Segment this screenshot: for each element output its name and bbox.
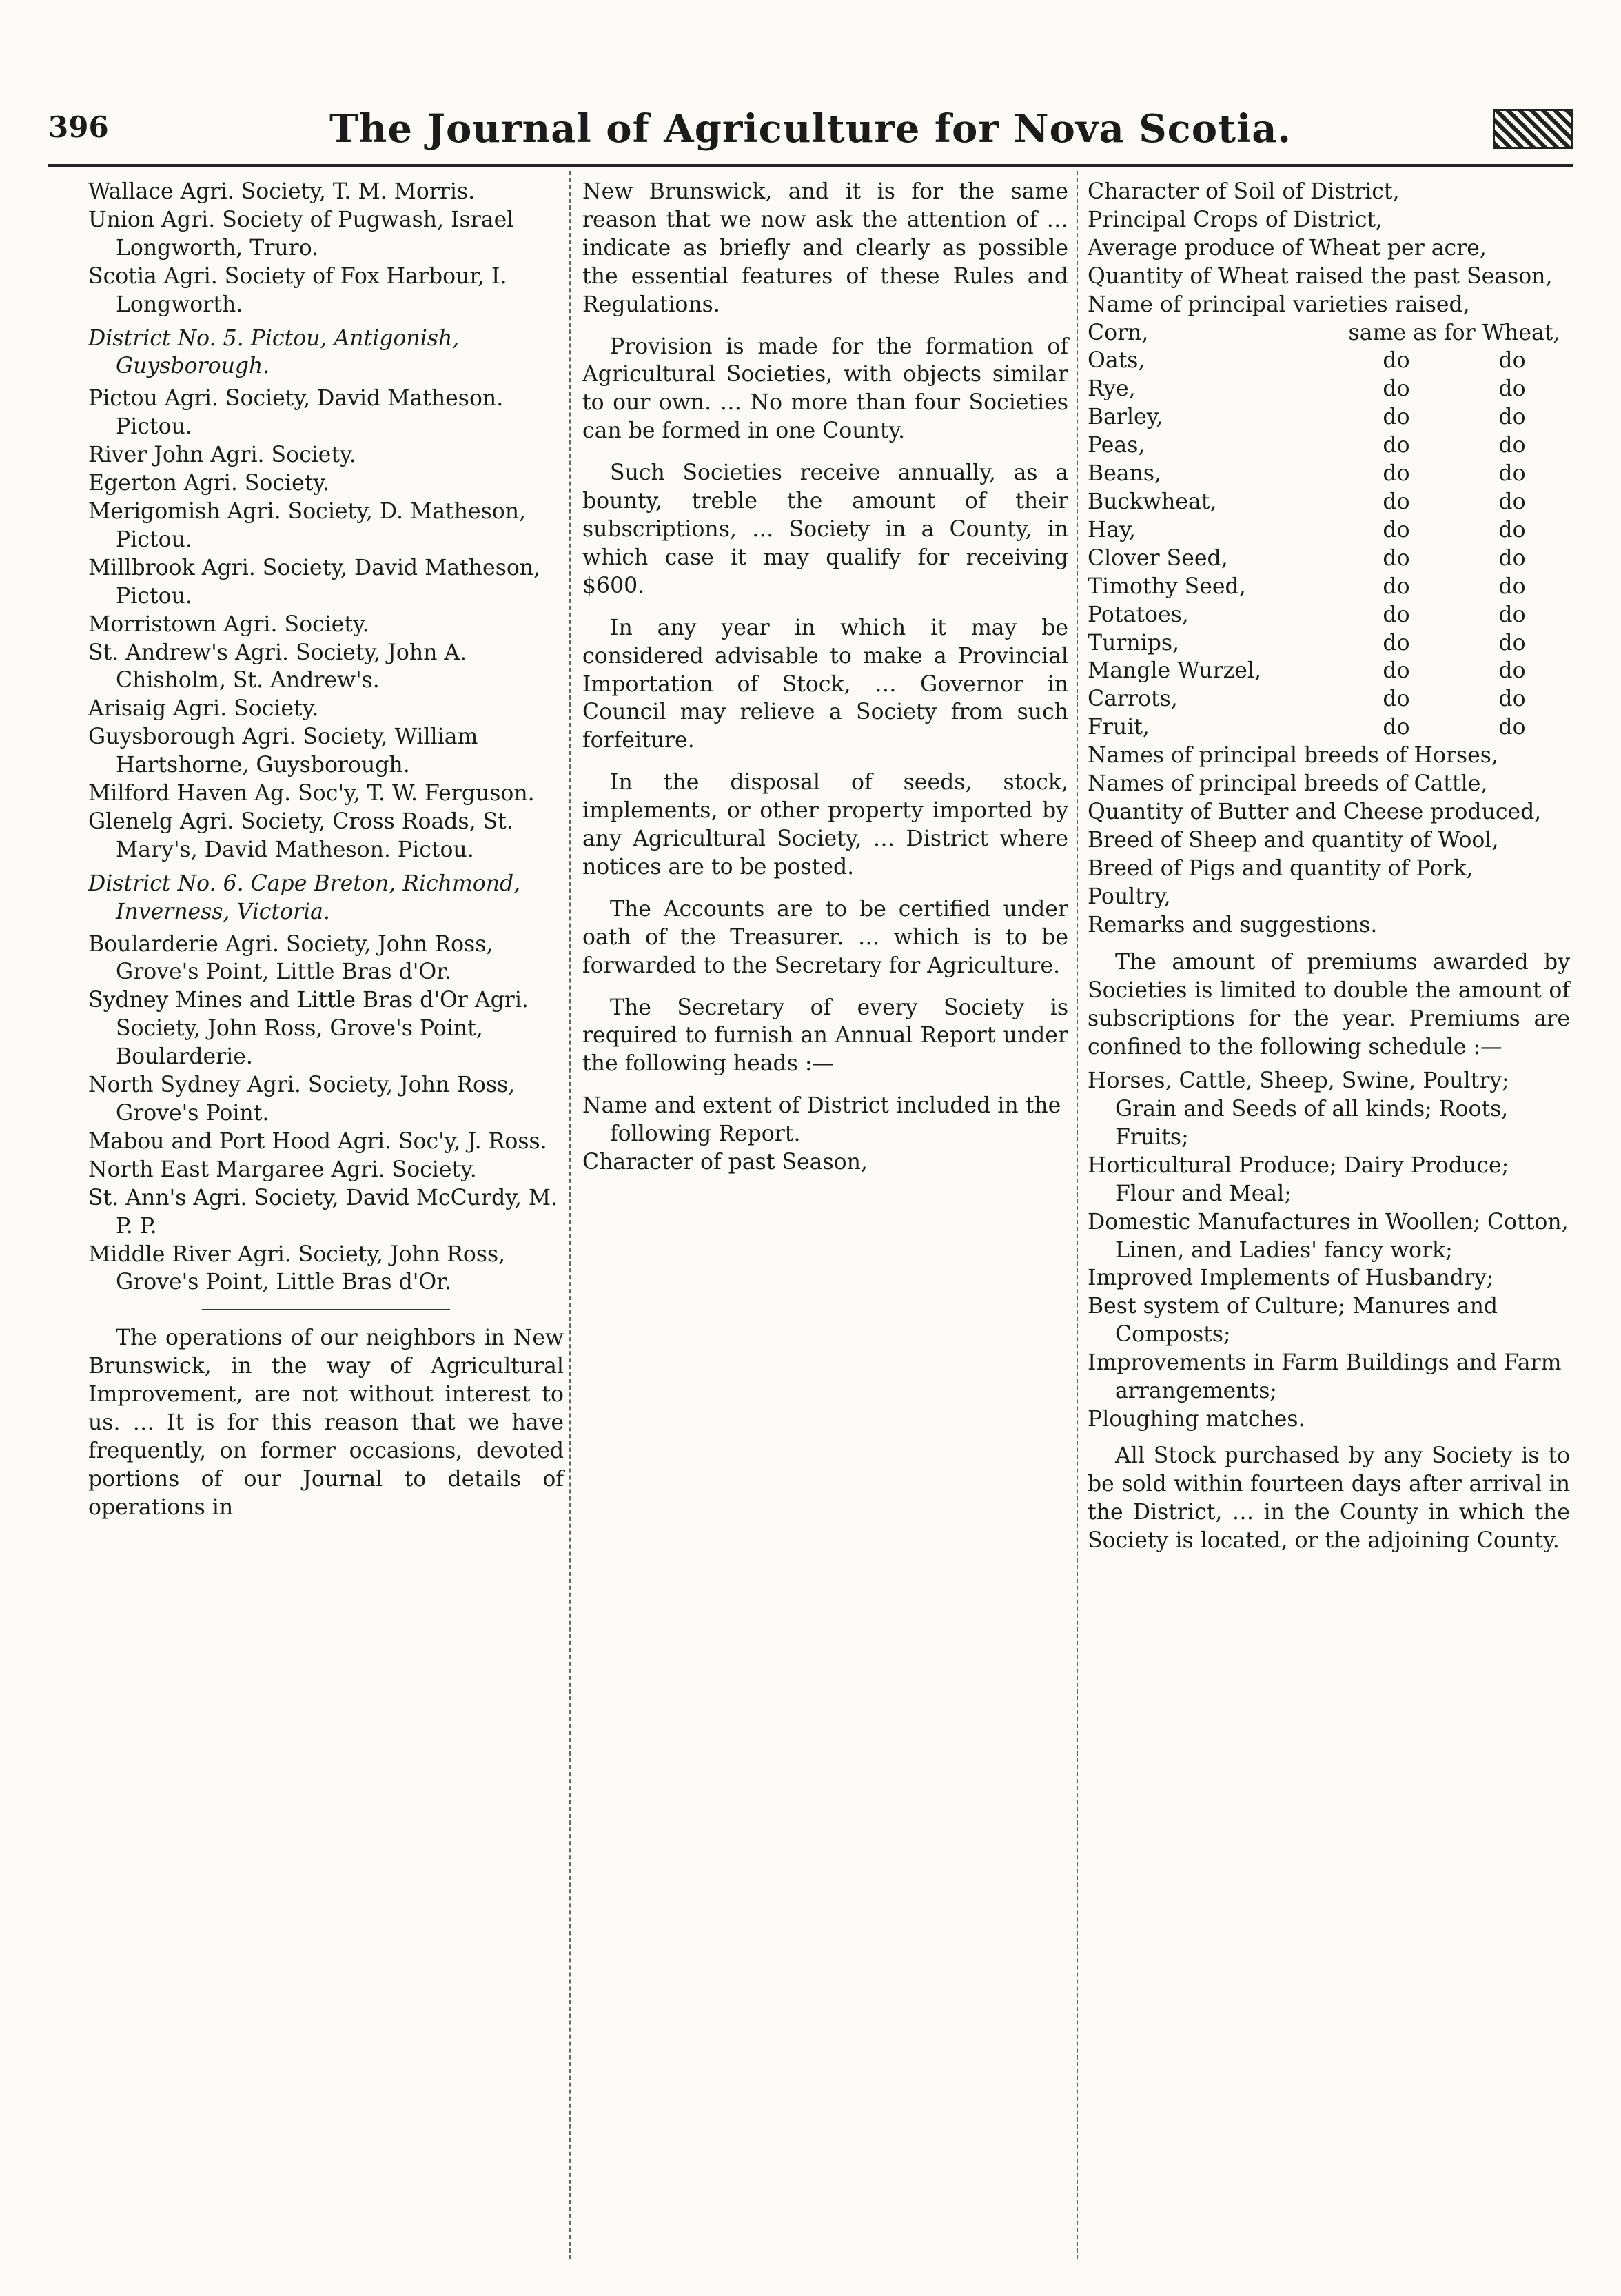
society-entry: Boularderie Agri. Society, John Ross, Grove's Point, Little Bras d'Or.: [88, 931, 493, 985]
society-entry: Union Agri. Society of Pugwash, Israel Longworth, Truro.: [88, 207, 514, 261]
schedule-item: Horses, Cattle, Sheep, Swine, Poultry; Grain and Seeds of all kinds; Roots, Fruits;: [1088, 1068, 1509, 1150]
society-entry: North East Margaree Agri. Society.: [88, 1157, 477, 1182]
crop-ditto: do: [1383, 489, 1410, 514]
district-heading: District No. 5. Pictou, Antigonish, Guysborough.: [88, 325, 460, 379]
report-head: Principal Crops of District,: [1088, 207, 1383, 232]
report-head: Poultry,: [1088, 884, 1171, 909]
crop-ditto: do: [1498, 517, 1526, 542]
report-head: Quantity of Butter and Cheese produced,: [1088, 799, 1542, 824]
page-number: 396: [48, 110, 109, 144]
crop-ditto: do: [1498, 433, 1526, 458]
society-entry: Morristown Agri. Society.: [88, 611, 369, 637]
crop-ditto: do: [1498, 461, 1526, 487]
crop-ditto: do: [1498, 687, 1526, 712]
society-entry: Sydney Mines and Little Bras d'Or Agri. Society, John Ross, Grove's Point, Boularderie.: [88, 988, 529, 1070]
schedule-item: Improvements in Farm Buildings and Farm arrangements;: [1088, 1350, 1562, 1404]
crop-ditto: do: [1383, 658, 1410, 684]
journal-title: The Journal of Agriculture for Nova Scotia.: [329, 106, 1292, 152]
report-head: Names of principal breeds of Horses,: [1088, 743, 1498, 769]
article-paragraph: Provision is made for the formation of Agricultural Societies, with objects similar to our own. … No more than four Societies can be formed in one County.: [582, 334, 1068, 444]
report-head: Names of principal breeds of Cattle,: [1088, 771, 1488, 797]
crop-row: [1088, 403, 1570, 431]
crop-ditto: do: [1498, 573, 1526, 599]
schedule-item: Domestic Manufactures in Woollen; Cotton, Linen, and Ladies' fancy work;: [1088, 1209, 1569, 1263]
society-entry: Wallace Agri. Society, T. M. Morris.: [88, 179, 476, 204]
crop-row: [1088, 347, 1570, 375]
crop-name: Clover Seed,: [1088, 545, 1228, 571]
society-entry: Merigomish Agri. Society, D. Matheson, Pictou.: [88, 498, 527, 552]
crop-ditto: do: [1383, 461, 1410, 487]
column-divider: [1077, 171, 1078, 2259]
crop-name: Peas,: [1088, 433, 1145, 458]
crop-name: Rye,: [1088, 376, 1136, 402]
article-paragraph: Such Societies receive annually, as a bounty, treble the amount of their subscriptions, … Society in a County, in which case it may qualify for receiving $600.: [582, 460, 1068, 598]
crop-ditto: do: [1383, 517, 1410, 542]
crop-ditto: do: [1498, 630, 1526, 656]
column-1: [88, 178, 564, 1536]
crop-ditto: do: [1383, 573, 1410, 599]
schedule-item: Best system of Culture; Manures and Composts;: [1088, 1294, 1498, 1348]
report-head: Name of principal varieties raised,: [1088, 292, 1470, 317]
article-paragraph: In any year in which it may be considered advisable to make a Provincial Importation of Stock, … Governor in Council may relieve a Society from such forfeiture.: [582, 615, 1068, 753]
article-paragraph: The operations of our neighbors in New Brunswick, in the way of Agricultural Improvement, are not without interest to us. … It is for this reason that we have frequently, on former occasions, devoted portions of our Journal to details of operations in: [88, 1325, 564, 1520]
report-head: Average produce of Wheat per acre,: [1088, 235, 1487, 261]
society-entry: Milford Haven Ag. Soc'y, T. W. Ferguson.: [88, 781, 535, 806]
crop-ditto: do: [1383, 630, 1410, 656]
crop-ditto: do: [1498, 348, 1526, 374]
society-entry: Pictou Agri. Society, David Matheson. Pictou.: [88, 386, 504, 440]
crop-ditto: do: [1383, 376, 1410, 402]
column-2: [582, 178, 1068, 1177]
crop-row: [1088, 545, 1570, 573]
district-heading: District No. 6. Cape Breton, Richmond, Inverness, Victoria.: [88, 871, 521, 924]
crop-ditto: do: [1383, 348, 1410, 374]
society-entry: Egerton Agri. Society.: [88, 471, 330, 496]
crop-row: [1088, 488, 1570, 516]
crop-ditto: do: [1383, 405, 1410, 430]
crop-row: [1088, 460, 1570, 488]
crop-name: Timothy Seed,: [1088, 573, 1246, 599]
society-entry: Middle River Agri. Society, John Ross, Grove's Point, Little Bras d'Or.: [88, 1241, 506, 1295]
society-entry: Millbrook Agri. Society, David Matheson, Pictou.: [88, 555, 541, 609]
crop-ditto: do: [1498, 715, 1526, 740]
article-paragraph: The Accounts are to be certified under oath of the Treasurer. … which is to be forwarded to the Secretary for Agriculture.: [582, 896, 1068, 978]
crop-row: [1088, 601, 1570, 629]
crops-table: [1088, 319, 1570, 742]
crop-row: [1088, 431, 1570, 460]
report-head: Breed of Sheep and quantity of Wool,: [1088, 827, 1499, 853]
crop-name: Carrots,: [1088, 687, 1178, 712]
society-entry: St. Andrew's Agri. Society, John A. Chisholm, St. Andrew's.: [88, 640, 467, 693]
crop-ditto: same as for Wheat,: [1348, 320, 1560, 345]
crop-ditto: do: [1498, 545, 1526, 571]
article-paragraph: New Brunswick, and it is for the same reason that we now ask the attention of … indicate as briefly and clearly as possible the essential features of these Rules and Regulations.: [582, 179, 1068, 317]
crop-name: Barley,: [1088, 405, 1163, 430]
report-head: Remarks and suggestions.: [1088, 912, 1378, 937]
crop-name: Fruit,: [1088, 715, 1150, 740]
crop-name: Beans,: [1088, 461, 1162, 487]
page-header: [48, 103, 1573, 165]
crop-ditto: do: [1383, 687, 1410, 712]
article-paragraph: The amount of premiums awarded by Societies is limited to double the amount of subscriptions for the year. Premiums are confined to the following schedule :—: [1088, 950, 1570, 1060]
article-paragraph: In the disposal of seeds, stock, implements, or other property imported by any Agricultural Society, … District where notices are to be posted.: [582, 770, 1068, 880]
society-entry: Scotia Agri. Society of Fox Harbour, I. Longworth.: [88, 263, 507, 317]
crop-ditto: do: [1383, 715, 1410, 740]
report-head: Character of Soil of District,: [1088, 179, 1400, 204]
column-divider: [569, 171, 571, 2259]
schedule-item: Ploughing matches.: [1088, 1406, 1305, 1432]
crop-ditto: do: [1498, 658, 1526, 684]
crop-ditto: do: [1498, 376, 1526, 402]
crop-row: [1088, 657, 1570, 685]
crop-row: [1088, 573, 1570, 601]
crop-name: Buckwheat,: [1088, 489, 1217, 514]
crop-ditto: do: [1498, 405, 1526, 430]
crop-row: [1088, 319, 1570, 347]
schedule-item: Horticultural Produce; Dairy Produce; Flour and Meal;: [1088, 1152, 1509, 1206]
crop-row: [1088, 629, 1570, 658]
society-entry: Guysborough Agri. Society, William Hartshorne, Guysborough.: [88, 724, 478, 778]
crop-row: [1088, 685, 1570, 713]
crop-name: Mangle Wurzel,: [1088, 658, 1261, 684]
crop-row: [1088, 516, 1570, 545]
article-paragraph: The Secretary of every Society is required to furnish an Annual Report under the following heads :—: [582, 995, 1068, 1077]
crop-name: Turnips,: [1088, 630, 1180, 656]
society-entry: North Sydney Agri. Society, John Ross, Grove's Point.: [88, 1073, 516, 1126]
report-head: Name and extent of District included in the following Report.: [582, 1093, 1061, 1147]
crop-ditto: do: [1498, 489, 1526, 514]
ornament-icon: [1493, 109, 1573, 149]
article-paragraph: All Stock purchased by any Society is to be sold within fourteen days after arrival in the District, … in the County in which the Society is located, or the adjoining County.: [1088, 1443, 1570, 1553]
society-entry: St. Ann's Agri. Society, David McCurdy, M. P. P.: [88, 1185, 558, 1239]
crop-row: [1088, 375, 1570, 403]
crop-ditto: do: [1498, 602, 1526, 627]
society-entry: Mabou and Port Hood Agri. Soc'y, J. Ross.: [88, 1128, 547, 1154]
crop-ditto: do: [1383, 433, 1410, 458]
crop-ditto: do: [1383, 602, 1410, 627]
society-entry: Arisaig Agri. Society.: [88, 696, 319, 722]
society-entry: Glenelg Agri. Society, Cross Roads, St. Mary's, David Matheson. Pictou.: [88, 809, 513, 862]
society-entry: River John Agri. Society.: [88, 443, 356, 468]
report-head: Character of past Season,: [582, 1150, 868, 1175]
column-3: [1088, 178, 1570, 1569]
crop-ditto: do: [1383, 545, 1410, 571]
header-rule: [48, 164, 1573, 167]
crop-row: [1088, 713, 1570, 742]
report-head: Quantity of Wheat raised the past Season,: [1088, 263, 1553, 289]
report-head: Breed of Pigs and quantity of Pork,: [1088, 855, 1474, 881]
section-separator: [202, 1309, 450, 1310]
crop-name: Corn,: [1088, 320, 1149, 345]
crop-name: Potatoes,: [1088, 602, 1189, 627]
schedule-item: Improved Implements of Husbandry;: [1088, 1266, 1494, 1291]
crop-name: Hay,: [1088, 517, 1136, 542]
crop-name: Oats,: [1088, 348, 1145, 374]
